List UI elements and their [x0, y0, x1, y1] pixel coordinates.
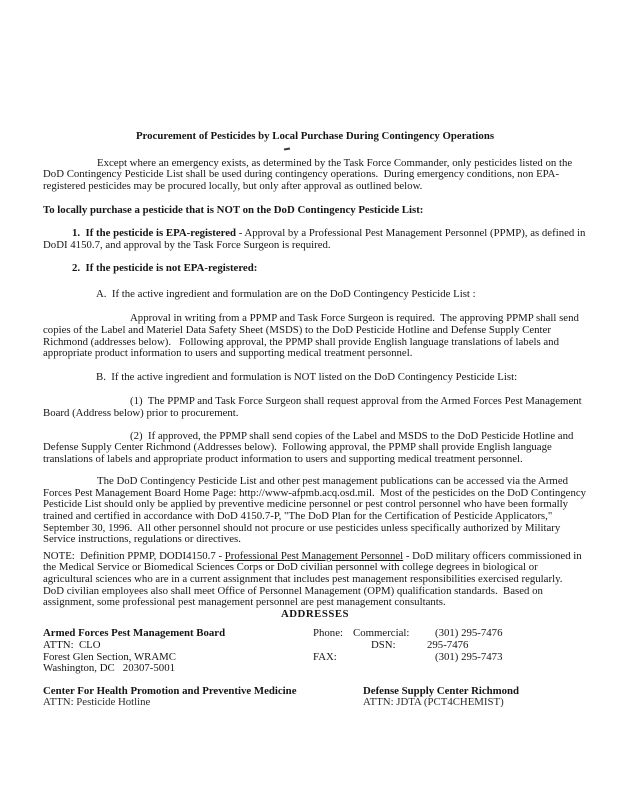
phone-label: Phone: [313, 627, 343, 640]
list-item-2: 2. If the pesticide is not EPA-registered: [72, 262, 258, 275]
dsn-label: DSN: [371, 639, 396, 651]
commercial-number: (301) 295-7476 [435, 627, 503, 640]
list-item-1 [43, 228, 587, 251]
dscr-name: Defense Supply Center Richmond [363, 684, 520, 697]
note-suffix: - DoD military officers commissioned in the Medical Service or Biomedical Sciences Corps or DoD civilian personnel with college degrees in biological or agricultural sciences who are in a current assignment that includes pest management responsibilities exercised regularly. DoD civilian employees also shall meet Office of Personnel Management (OPM) qualification standards. Based on assignment, some professional pest management personnel are pest management consultants. [43, 549, 585, 609]
address-block-bottom-row [43, 684, 587, 709]
note-prefix: NOTE: Definition PPMP, DODI4150.7 - [43, 549, 225, 562]
fax-number: (301) 295-7473 [435, 650, 503, 663]
afpmb-attn: ATTN: CLO [43, 639, 101, 651]
fax-label: FAX: [313, 650, 337, 663]
note-paragraph [43, 551, 587, 609]
afpmb-name: Armed Forces Pest Management Board [43, 627, 226, 640]
intro-paragraph: Except where an emergency exists, as determined by the Task Force Commander, only pesticides listed on the DoD Contingency Pesticide List shall be used during contingency operations. During emergency conditions, non EPA-registered pesticides may be procured locally, but only after approval as outlined below. [43, 156, 575, 192]
phone-spacer-1 [313, 640, 353, 652]
list-item-1-bold: 1. If the pesticide is EPA-registered [72, 226, 237, 239]
dscr-clipped-line: ATTN: JDTA (PCT4CHEMIST) [363, 696, 504, 709]
phone-spacer-2 [353, 652, 427, 664]
phone-block [313, 628, 502, 674]
chppm-clipped-line: ATTN: Pesticide Hotline [43, 696, 151, 709]
note-underlined-term: Professional Pest Management Personnel [224, 549, 404, 562]
afpmb-city: Washington, DC 20307-5001 [43, 662, 175, 675]
paragraph-b1: (1) The PPMP and Task Force Surgeon shall request approval from the Armed Forces Pest Management Board (Address below) prior to procurement. [43, 395, 585, 419]
paragraph-b2: (2) If approved, the PPMP shall send copies of the Label and MSDS to the DoD Pesticide Hotline and Defense Supply Center Richmond (Addresses below). Following approval, the PPMP shall provide English language translations of labels and appropriate product information to users and supporting medical treatment personnel. [43, 429, 577, 465]
chppm-name: Center For Health Promotion and Preventive Medicine [43, 684, 297, 697]
paragraph-access: The DoD Contingency Pesticide List and other pest management publications can be accessed via the Armed Forces Pest Management Board Home Page: http://www-afpmb.acq.osd.mil. Most of the pesticides on the DoD Contingency Pesticide List should only be applied by preventive medicine personnel or pest control personnel who have been formally trained and certified in accordance with DoD 4150.7-P, "The DoD Plan for the Certification of Pesticide Applicators," September 30, 1996. All other personnel should not procure or use pesticides unless specifically authorized by Military Service instructions, regulations or directives. [43, 475, 589, 546]
scan-artifact-mark [284, 147, 290, 150]
paragraph-approval-writing: Approval in writing from a PPMP and Task Force Surgeon is required. The approving PPMP shall send copies of the Label and Materiel Data Safety Sheet (MSDS) to the DoD Pesticide Hotline and Defense Supply Center Richmond (addresses below). Following approval, the PPMP shall provide English language translations of labels and appropriate product information to users and supporting medical treatment personnel. [43, 312, 582, 360]
dscr-address [363, 684, 520, 709]
chppm-address [43, 684, 363, 709]
document-title: Procurement of Pesticides by Local Purchase During Contingency Operations [135, 130, 495, 142]
afpmb-street: Forest Glen Section, WRAMC [43, 650, 176, 663]
afpmb-address [43, 628, 313, 674]
list-item-1-text: - Approval by a Professional Pest Management Personnel (PPMP), as defined in DoDI 4150.7, and approval by the Task Force Surgeon is required. [43, 226, 589, 251]
addresses-heading: ADDRESSES [280, 607, 350, 620]
dsn-number: 295-7476 [427, 639, 469, 651]
list-item-a: A. If the active ingredient and formulation are on the DoD Contingency Pesticide List : [96, 287, 476, 300]
purchase-heading: To locally purchase a pesticide that is NOT on the DoD Contingency Pesticide List: [43, 204, 424, 217]
commercial-label: Commercial: [353, 627, 410, 640]
address-block-afpmb-row [43, 628, 587, 674]
list-item-b: B. If the active ingredient and formulation is NOT listed on the DoD Contingency Pesticide List: [96, 370, 518, 383]
